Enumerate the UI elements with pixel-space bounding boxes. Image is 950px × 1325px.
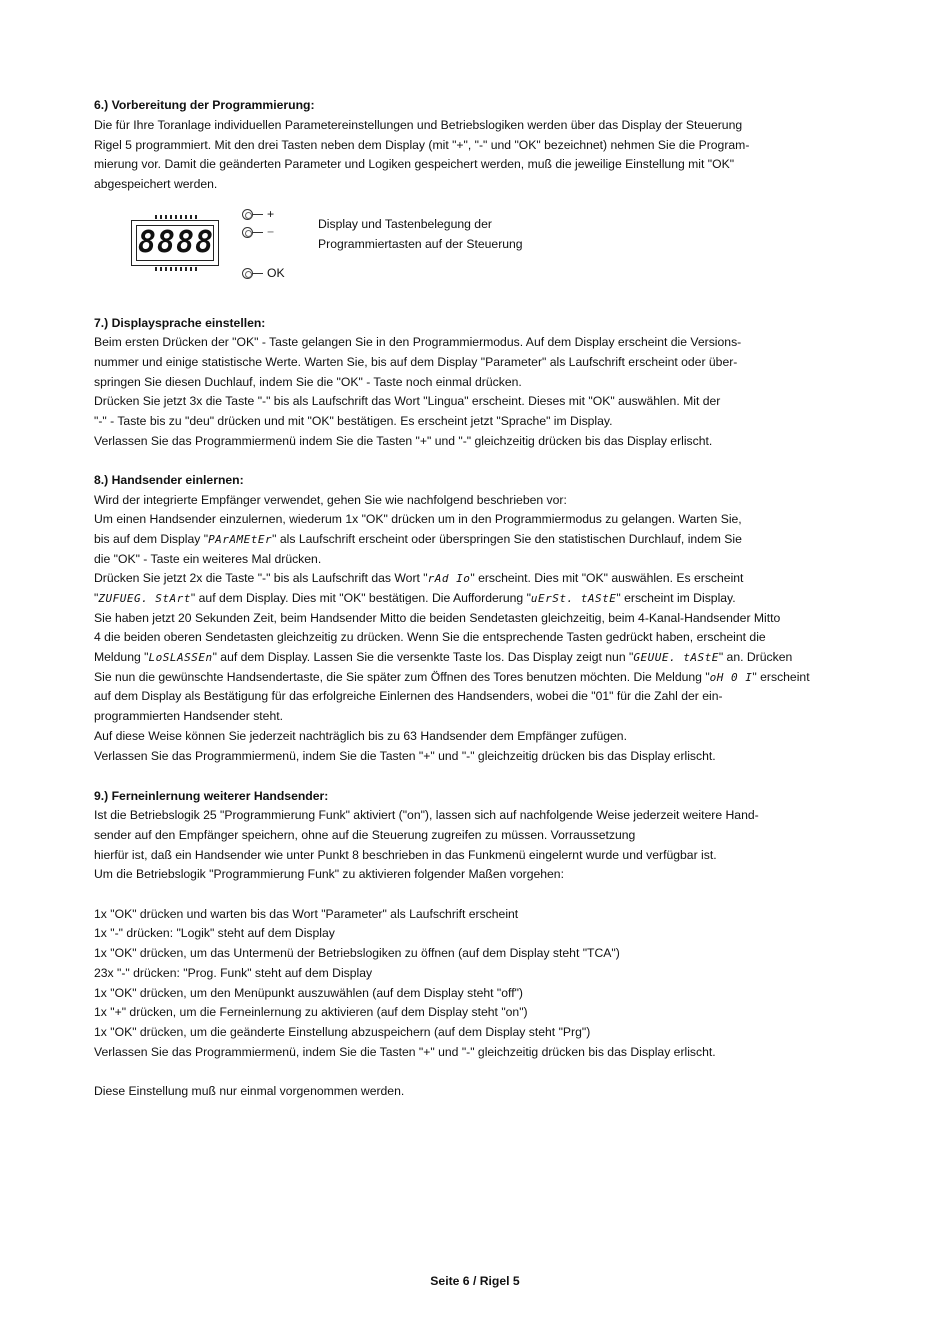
text: Drücken Sie jetzt 2x die Taste "-" bis als Laufschrift das Wort ": [94, 571, 428, 585]
paragraph-line: Um einen Handsender einzulernen, wiederum 1x "OK" drücken um in den Programmiermodus zu gelangen. Warten Sie,: [94, 512, 742, 526]
step-item: Verlassen Sie das Programmiermenü, indem Sie die Tasten "+" und "-" gleichzeitig drücken bis das Display erlischt.: [94, 1045, 716, 1059]
paragraph-line: abgespeichert werden.: [94, 177, 218, 191]
text: Sie nun die gewünschte Handsendertaste, die Sie später zum Öffnen des Tores benutzen möchten. Die Meldung ": [94, 670, 710, 684]
step-item: 1x "OK" drücken, um die geänderte Einstellung abzuspeichern (auf dem Display steht "Prg"): [94, 1025, 591, 1039]
button-circle-icon: [242, 227, 253, 238]
section-8-heading: 8.) Handsender einlernen:: [94, 473, 244, 487]
paragraph-line: Die für Ihre Toranlage individuellen Parametereinstellungen und Betriebslogiken werden über das Display der Steuerung: [94, 118, 743, 132]
paragraph-line: [94, 668, 810, 687]
button-lead-line: [253, 214, 263, 215]
paragraph-line: die "OK" - Taste ein weiteres Mal drücken.: [94, 552, 322, 566]
paragraph-line: auf dem Display als Bestätigung für das erfolgreiche Einlernen des Handsenders, wobei die "01" für die Zahl der ein-: [94, 689, 723, 703]
plus-button-illustration: [242, 207, 275, 221]
paragraph-line: Drücken Sie jetzt 3x die Taste "-" bis als Laufschrift das Wort "Lingua" erscheint. Dieses mit "OK" auswählen. Mit der: [94, 394, 721, 408]
paragraph-line: Verlassen Sie das Programmiermenü indem Sie die Tasten "+" und "-" gleichzeitig drücken bis das Display erlischt.: [94, 434, 713, 448]
paragraph-line: springen Sie diesen Duchlauf, indem Sie die "OK" - Taste noch einmal drücken.: [94, 375, 522, 389]
paragraph-line: 4 die beiden oberen Sendetasten gleichzeitig zu drücken. Wenn Sie die entsprechende Tasten gedrückt haben, erscheint die: [94, 630, 766, 644]
paragraph-line: Wird der integrierte Empfänger verwendet, gehen Sie wie nachfolgend beschrieben vor:: [94, 493, 567, 507]
paragraph-line: [94, 569, 743, 588]
display-text: LoSLASSEn: [148, 651, 213, 664]
text: " erscheint. Dies mit "OK" auswählen. Es erscheint: [470, 571, 744, 585]
plus-button-label: +: [267, 207, 275, 221]
display-text: GEUUE. tAStE: [633, 651, 719, 664]
text: " als Laufschrift erscheint oder überspringen Sie den statistischen Durchlauf, indem Sie: [272, 532, 742, 546]
button-circle-icon: [242, 268, 253, 279]
minus-button-label: −: [267, 225, 275, 239]
display-text: rAd Io: [427, 572, 471, 585]
paragraph-line: Um die Betriebslogik "Programmierung Funk" zu aktivieren folgender Maßen vorgehen:: [94, 867, 564, 881]
paragraph-line: Sie haben jetzt 20 Sekunden Zeit, beim Handsender Mitto die beiden Sendetasten gleichzeitig, beim 4-Kanal-Handsender Mitto: [94, 611, 781, 625]
text: Meldung ": [94, 650, 149, 664]
paragraph-line: [94, 530, 742, 549]
paragraph-line: Rigel 5 programmiert. Mit den drei Tasten neben dem Display (mit "+", "-" und "OK" bezeichnet) nehmen Sie die Program-: [94, 138, 750, 152]
button-circle-icon: [242, 209, 253, 220]
step-item: 23x "-" drücken: "Prog. Funk" steht auf dem Display: [94, 966, 373, 980]
text: " auf dem Display. Lassen Sie die versenkte Taste los. Das Display zeigt nun ": [212, 650, 634, 664]
text: " auf dem Display. Dies mit "OK" bestätigen. Die Aufforderung ": [190, 591, 531, 605]
ok-button-label: OK: [267, 266, 285, 280]
paragraph-line: nummer und einige statistische Werte. Warten Sie, bis auf dem Display "Parameter" als Laufschrift erscheint oder über-: [94, 355, 738, 369]
text: ": [94, 591, 99, 605]
ok-button-illustration: [242, 266, 285, 280]
section-6-heading: 6.) Vorbereitung der Programmierung:: [94, 98, 315, 112]
text: bis auf dem Display ": [94, 532, 209, 546]
section-9-heading: 9.) Ferneinlernung weiterer Handsender:: [94, 789, 329, 803]
display-text: ZUFUEG. StArt: [98, 592, 191, 605]
paragraph-line: [94, 648, 792, 667]
text: " erscheint: [752, 670, 810, 684]
display-text: PArAMEtEr: [208, 533, 273, 546]
paragraph-line: Verlassen Sie das Programmiermenü, indem Sie die Tasten "+" und "-" gleichzeitig drücken bis das Display erlischt.: [94, 749, 716, 763]
section-7-heading: 7.) Displaysprache einstellen:: [94, 316, 266, 330]
paragraph-line: Ist die Betriebslogik 25 "Programmierung Funk" aktiviert ("on"), lassen sich auf nachfolgende Weise jederzeit weitere Hand-: [94, 808, 759, 822]
minus-button-illustration: [242, 225, 275, 239]
display-digits: 8888: [137, 225, 215, 260]
button-lead-line: [253, 232, 263, 233]
paragraph-line: Beim ersten Drücken der "OK" - Taste gelangen Sie in den Programmiermodus. Auf dem Display erscheint die Versions-: [94, 335, 742, 349]
step-item: 1x "OK" drücken, um den Menüpunkt auszuwählen (auf dem Display steht "off"): [94, 986, 523, 1000]
step-item: 1x "+" drücken, um die Ferneinlernung zu aktivieren (auf dem Display steht "on"): [94, 1005, 528, 1019]
step-item: 1x "OK" drücken, um das Untermenü der Betriebslogiken zu öffnen (auf dem Display steht "TCA"): [94, 946, 620, 960]
illustration-caption: Display und Tastenbelegung der: [318, 217, 492, 231]
paragraph-line: sender auf den Empfänger speichern, ohne auf die Steuerung zugreifen zu müssen. Vorraussetzung: [94, 828, 636, 842]
paragraph-line: mierung vor. Damit die geänderten Parameter und Logiken gespeichert werden, muß die jeweilige Einstellung mit "OK": [94, 157, 735, 171]
display-pins-top: [155, 215, 197, 219]
note: Diese Einstellung muß nur einmal vorgenommen werden.: [94, 1084, 405, 1098]
paragraph-line: Auf diese Weise können Sie jederzeit nachträglich bis zu 63 Handsender dem Empfänger zufügen.: [94, 729, 627, 743]
button-lead-line: [253, 273, 263, 274]
paragraph-line: [94, 589, 736, 608]
paragraph-line: "-" - Taste bis zu "deu" drücken und mit "OK" bestätigen. Es erscheint jetzt "Sprache" im Display.: [94, 414, 613, 428]
illustration-caption: Programmiertasten auf der Steuerung: [318, 237, 523, 251]
text: " an. Drücken: [718, 650, 793, 664]
display-pins-bottom: [155, 267, 197, 271]
step-item: 1x "OK" drücken und warten bis das Wort "Parameter" als Laufschrift erscheint: [94, 907, 519, 921]
step-item: 1x "-" drücken: "Logik" steht auf dem Display: [94, 926, 335, 940]
page-footer: Seite 6 / Rigel 5: [430, 1274, 520, 1288]
text: " erscheint im Display.: [616, 591, 736, 605]
display-illustration: [131, 215, 219, 267]
display-text: uErSt. tAStE: [530, 592, 617, 605]
paragraph-line: hierfür ist, daß ein Handsender wie unter Punkt 8 beschrieben in das Funkmenü eingelernt wurde und verfügbar ist.: [94, 848, 717, 862]
paragraph-line: programmierten Handsender steht.: [94, 709, 284, 723]
display-text: oH 0 I: [709, 671, 753, 684]
